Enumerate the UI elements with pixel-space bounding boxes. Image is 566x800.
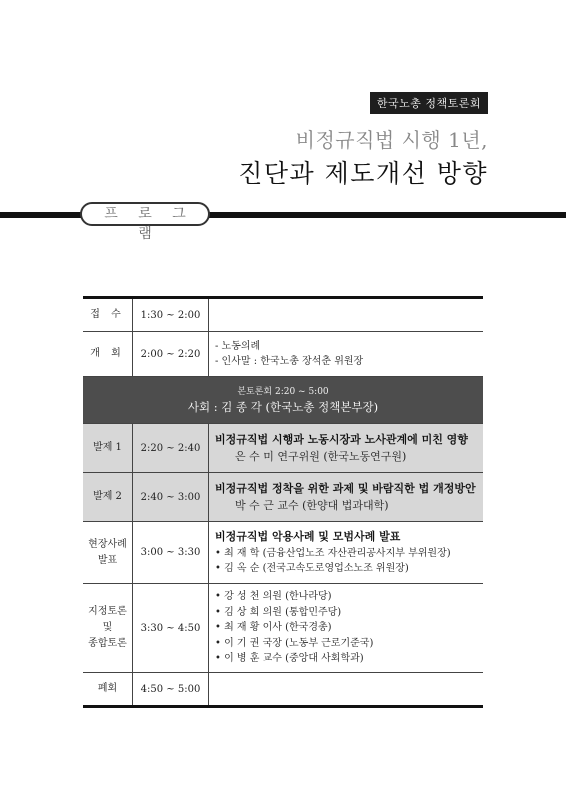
table-row-opening bbox=[83, 332, 483, 377]
row-label bbox=[83, 584, 133, 673]
row-content bbox=[209, 522, 484, 584]
list-item: - 노동의례 bbox=[215, 340, 261, 352]
table-row-closing bbox=[83, 673, 483, 707]
row-time: 1:30 ~ 2:00 bbox=[133, 298, 209, 332]
row-time: 2:40 ~ 3:00 bbox=[133, 473, 209, 522]
row-label-line: 현장사례 bbox=[88, 538, 127, 550]
table-row-receipt bbox=[83, 298, 483, 332]
list-item: • 김 옥 순 (전국고속도로영업소노조 위원장) bbox=[215, 563, 409, 575]
list-item: • 이 병 훈 교수 (중앙대 사회학과) bbox=[215, 653, 364, 665]
row-label: 발제 1 bbox=[83, 424, 133, 473]
row-content bbox=[209, 298, 484, 332]
table-row-session bbox=[83, 377, 483, 424]
row-label: 발제 2 bbox=[83, 473, 133, 522]
list-item: - 인사말 : 한국노총 장석춘 위원장 bbox=[215, 356, 364, 367]
presentation-speaker: 박 수 근 교수 (한양대 법과대학) bbox=[235, 499, 389, 512]
row-time: 4:50 ~ 5:00 bbox=[133, 673, 209, 707]
list-item: • 이 기 권 국장 (노동부 근로기준국) bbox=[215, 637, 374, 649]
row-time: 3:30 ~ 4:50 bbox=[133, 584, 209, 673]
event-badge: 한국노총 정책토론회 bbox=[370, 92, 488, 114]
row-content bbox=[209, 473, 484, 522]
row-label: 접 수 bbox=[83, 298, 133, 332]
table-row-presentation-2 bbox=[83, 473, 483, 522]
row-content bbox=[209, 673, 484, 707]
session-chair: 사회 : 김 종 각 (한국노총 정책본부장) bbox=[187, 400, 379, 415]
list-item: • 최 재 학 (금융산업노조 자산관리공사지부 부위원장) bbox=[215, 547, 451, 559]
presentation-topic: 비정규직법 시행과 노동시장과 노사관계에 미친 영향 bbox=[215, 432, 468, 446]
program-table bbox=[83, 296, 483, 708]
presentation-topic: 비정규직법 정착을 위한 과제 및 바람직한 법 개정방안 bbox=[215, 481, 476, 495]
list-item: • 김 상 희 의원 (통합민주당) bbox=[215, 606, 342, 618]
row-label-line: 종합토론 bbox=[88, 638, 127, 649]
table-row-field-cases bbox=[83, 522, 483, 584]
row-label: 폐회 bbox=[83, 673, 133, 707]
row-time: 3:00 ~ 3:30 bbox=[133, 522, 209, 584]
table-row-panel-discussion bbox=[83, 584, 483, 673]
table-row-presentation-1 bbox=[83, 424, 483, 473]
title-line-2: 진단과 제도개선 방향 bbox=[238, 159, 488, 188]
row-content bbox=[209, 424, 484, 473]
row-time: 2:20 ~ 2:40 bbox=[133, 424, 209, 473]
field-cases-topic: 비정규직법 악용사례 및 모범사례 발표 bbox=[215, 530, 401, 544]
list-item: • 최 재 황 이사 (한국경총) bbox=[215, 622, 332, 634]
row-time: 2:00 ~ 2:20 bbox=[133, 332, 209, 377]
session-title: 본토론회 2:20 ~ 5:00 bbox=[237, 386, 329, 397]
row-content bbox=[209, 584, 484, 673]
row-label bbox=[83, 522, 133, 584]
session-header bbox=[83, 377, 483, 424]
row-label-line: 및 bbox=[102, 622, 113, 633]
title-line-1: 비정규직법 시행 1년, bbox=[295, 128, 488, 152]
row-label-line: 지정토론 bbox=[88, 606, 127, 617]
row-label: 개 회 bbox=[83, 332, 133, 377]
row-content bbox=[209, 332, 484, 377]
row-label-line: 발표 bbox=[97, 554, 118, 566]
program-section-label: 프 로 그 램 bbox=[80, 202, 210, 226]
list-item: • 강 성 천 의원 (한나라당) bbox=[215, 591, 332, 603]
presentation-speaker: 은 수 미 연구위원 (한국노동연구원) bbox=[235, 450, 407, 463]
